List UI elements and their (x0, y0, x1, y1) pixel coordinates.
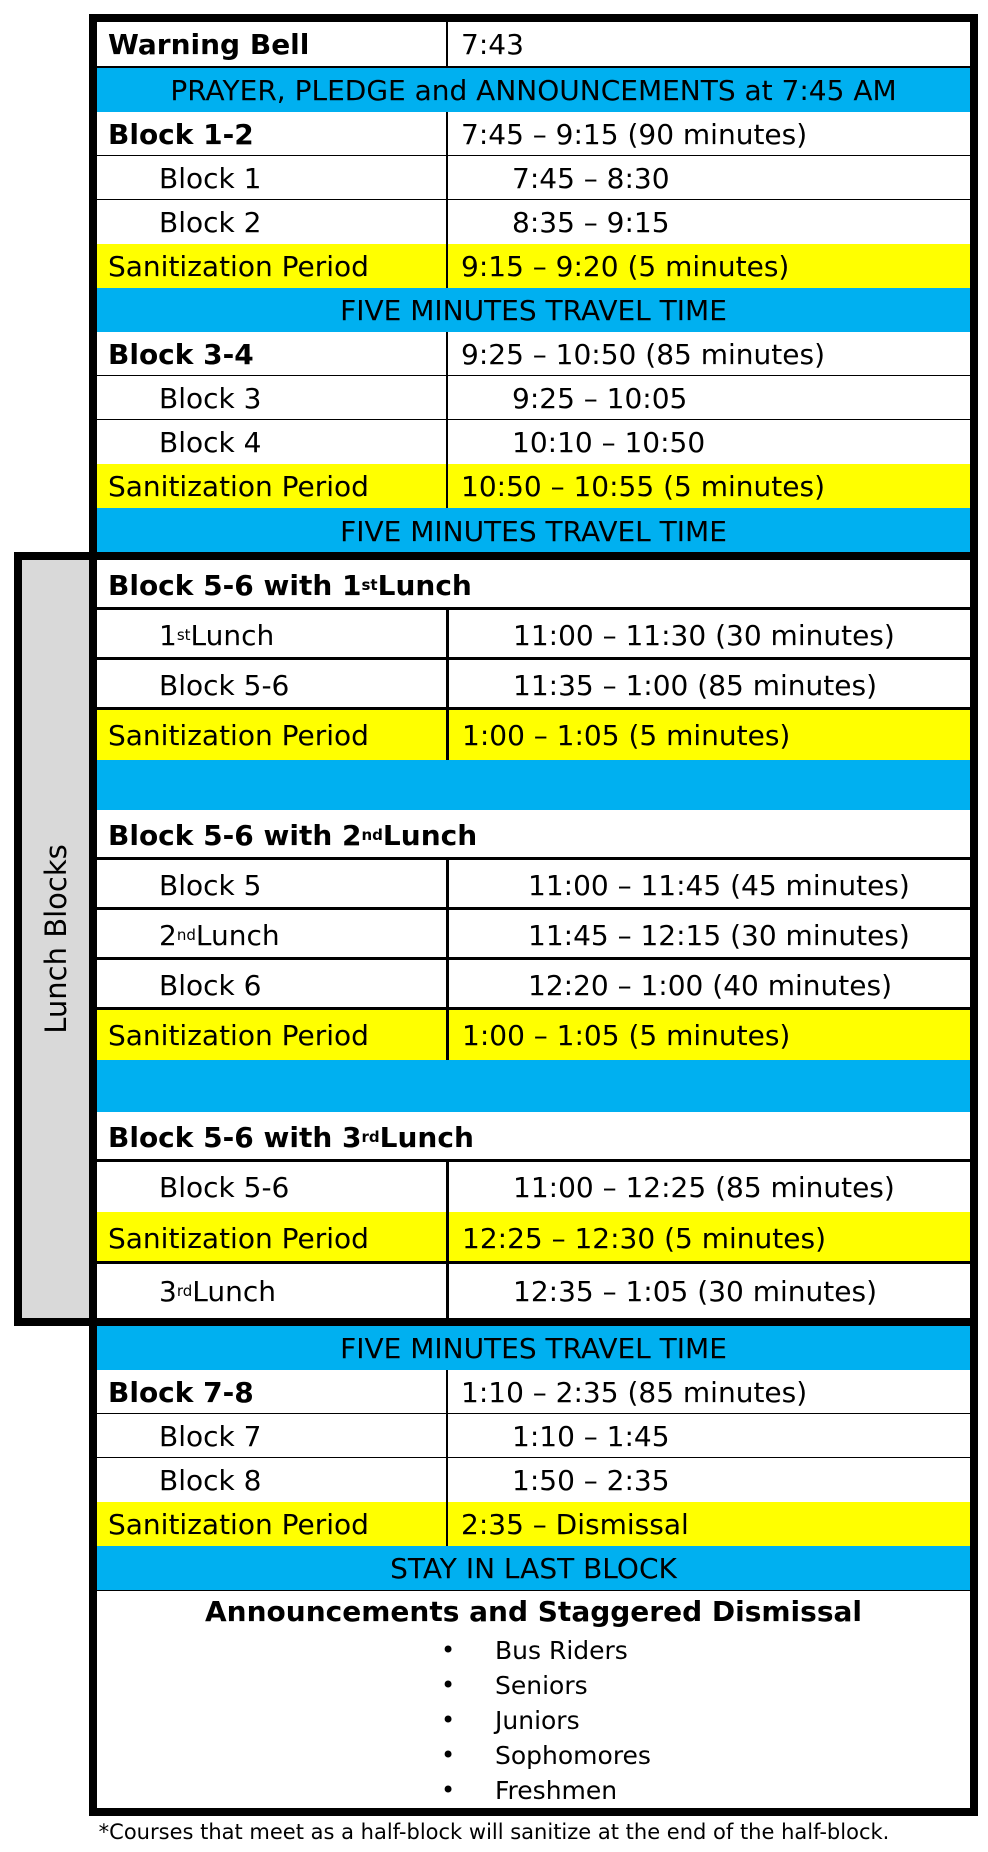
lunch-1-block-label: Block 5-6 (159, 668, 290, 702)
lunch-2-sanitization-row (97, 1010, 970, 1060)
lunch-2-lunch-label: 2 nd Lunch (159, 918, 280, 952)
prayer-banner-text: PRAYER, PLEDGE and ANNOUNCEMENTS at 7:45 AM (170, 73, 897, 107)
lunch-2-separator (97, 1060, 970, 1112)
lunch-2-lunch-time: 11:45 – 12:15 (30 minutes) (446, 910, 970, 960)
block-8-label: Block 8 (159, 1463, 262, 1497)
lunch-3-lunch-time: 12:35 – 1:05 (30 minutes) (446, 1264, 970, 1318)
sanitization-row-1 (97, 244, 970, 288)
bullet-icon: • (441, 1671, 456, 1699)
block-1-2-row (97, 112, 970, 156)
block-2-label: Block 2 (159, 205, 262, 239)
lunch-2-lunch-row (97, 910, 970, 960)
bullet-icon: • (441, 1741, 456, 1769)
warning-bell-label: Warning Bell (108, 27, 310, 61)
lunch-1-lunch-label: 1 st Lunch (159, 618, 275, 652)
list-item: • Freshmen (441, 1776, 618, 1805)
lunch-2-block6-label: Block 6 (159, 968, 262, 1002)
lunch-2-block5-label: Block 5 (159, 868, 262, 902)
footnote: *Courses that meet as a half-block will sanitize at the end of the half-block. (98, 1820, 890, 1844)
sanitization-label: Sanitization Period (108, 1507, 369, 1541)
list-item: • Juniors (441, 1706, 580, 1735)
lunch-3-sanitization-row (97, 1212, 970, 1264)
sanitization-label: Sanitization Period (108, 1221, 369, 1255)
sanitization-time: 1:00 – 1:05 (5 minutes) (446, 710, 970, 760)
lunch-1-lunch-row (97, 610, 970, 660)
sanitization-time: 1:00 – 1:05 (5 minutes) (446, 1010, 970, 1060)
lunch-1-title: Block 5-6 with 1 st Lunch (108, 568, 472, 602)
block-8-row (97, 1458, 970, 1502)
sanitization-label: Sanitization Period (108, 718, 369, 752)
lunch-3-lunch-row (97, 1264, 970, 1318)
dismissal-section (97, 1591, 970, 1816)
block-3-label: Block 3 (159, 381, 262, 415)
sanitization-row-3 (97, 1502, 970, 1546)
lunch-3-block-time: 11:00 – 12:25 (85 minutes) (446, 1162, 970, 1212)
sanitization-time: 9:15 – 9:20 (5 minutes) (446, 244, 970, 288)
dismissal-title: Announcements and Staggered Dismissal (205, 1595, 862, 1628)
block-3-4-label: Block 3-4 (108, 337, 254, 371)
lunch-3-title: Block 5-6 with 3 rd Lunch (108, 1120, 474, 1154)
lunch-1-block-row (97, 660, 970, 710)
list-item: • Bus Riders (441, 1636, 628, 1665)
lunch-3-title-row (97, 1112, 970, 1162)
block-7-label: Block 7 (159, 1419, 262, 1453)
block-3-4-time: 9:25 – 10:50 (85 minutes) (446, 332, 970, 376)
travel-banner-2 (97, 508, 970, 554)
lunch-1-title-row (97, 560, 970, 610)
block-4-label: Block 4 (159, 425, 262, 459)
block-7-row (97, 1414, 970, 1458)
lunch-1-sanitization-row (97, 710, 970, 760)
travel-banner-text: FIVE MINUTES TRAVEL TIME (340, 1331, 727, 1365)
lunch-1-separator (97, 760, 970, 810)
block-4-time: 10:10 – 10:50 (446, 420, 970, 464)
lunch-2-block6-time: 12:20 – 1:00 (40 minutes) (446, 960, 970, 1010)
bullet-icon: • (441, 1636, 456, 1664)
block-4-row (97, 420, 970, 464)
prayer-banner (97, 68, 970, 112)
lunch-sidebar-label: Lunch Blocks (39, 844, 73, 1034)
block-1-2-label: Block 1-2 (108, 117, 254, 151)
block-7-8-time: 1:10 – 2:35 (85 minutes) (446, 1370, 970, 1414)
lunch-1-block-time: 11:35 – 1:00 (85 minutes) (446, 660, 970, 710)
stay-banner-text: STAY IN LAST BLOCK (390, 1551, 677, 1585)
lunch-2-block5-row (97, 860, 970, 910)
sanitization-label: Sanitization Period (108, 1018, 369, 1052)
stay-banner (97, 1546, 970, 1590)
sanitization-label: Sanitization Period (108, 469, 369, 503)
block-1-row (97, 156, 970, 200)
warning-bell-row (97, 22, 970, 66)
block-1-time: 7:45 – 8:30 (446, 156, 970, 200)
lunch-2-block5-time: 11:00 – 11:45 (45 minutes) (446, 860, 970, 910)
block-7-8-row (97, 1370, 970, 1414)
block-3-time: 9:25 – 10:05 (446, 376, 970, 420)
block-3-4-row (97, 332, 970, 376)
block-7-time: 1:10 – 1:45 (446, 1414, 970, 1458)
warning-bell-time: 7:43 (446, 22, 970, 66)
block-7-8-label: Block 7-8 (108, 1375, 254, 1409)
lunch-3-block-label: Block 5-6 (159, 1170, 290, 1204)
block-1-2-time: 7:45 – 9:15 (90 minutes) (446, 112, 970, 156)
sanitization-label: Sanitization Period (108, 249, 369, 283)
travel-banner-text: FIVE MINUTES TRAVEL TIME (340, 514, 727, 548)
lunch-2-title: Block 5-6 with 2 nd Lunch (108, 818, 478, 852)
lunch-2-title-row (97, 810, 970, 860)
block-1-label: Block 1 (159, 161, 262, 195)
travel-banner-text: FIVE MINUTES TRAVEL TIME (340, 293, 727, 327)
sanitization-time: 12:25 – 12:30 (5 minutes) (446, 1212, 970, 1264)
list-item: • Seniors (441, 1671, 588, 1700)
sanitization-row-2 (97, 464, 970, 508)
bullet-icon: • (441, 1776, 456, 1804)
bullet-icon: • (441, 1706, 456, 1734)
travel-banner-3 (97, 1326, 970, 1370)
block-3-row (97, 376, 970, 420)
sanitization-time: 10:50 – 10:55 (5 minutes) (446, 464, 970, 508)
sanitization-time: 2:35 – Dismissal (446, 1502, 970, 1546)
lunch-1-lunch-time: 11:00 – 11:30 (30 minutes) (446, 610, 970, 660)
travel-banner-1 (97, 288, 970, 332)
lunch-2-block6-row (97, 960, 970, 1010)
block-2-time: 8:35 – 9:15 (446, 200, 970, 244)
lunch-3-lunch-label: 3 rd Lunch (159, 1274, 277, 1308)
lunch-3-block-row (97, 1162, 970, 1212)
block-2-row (97, 200, 970, 244)
list-item: • Sophomores (441, 1741, 651, 1770)
block-8-time: 1:50 – 2:35 (446, 1458, 970, 1502)
